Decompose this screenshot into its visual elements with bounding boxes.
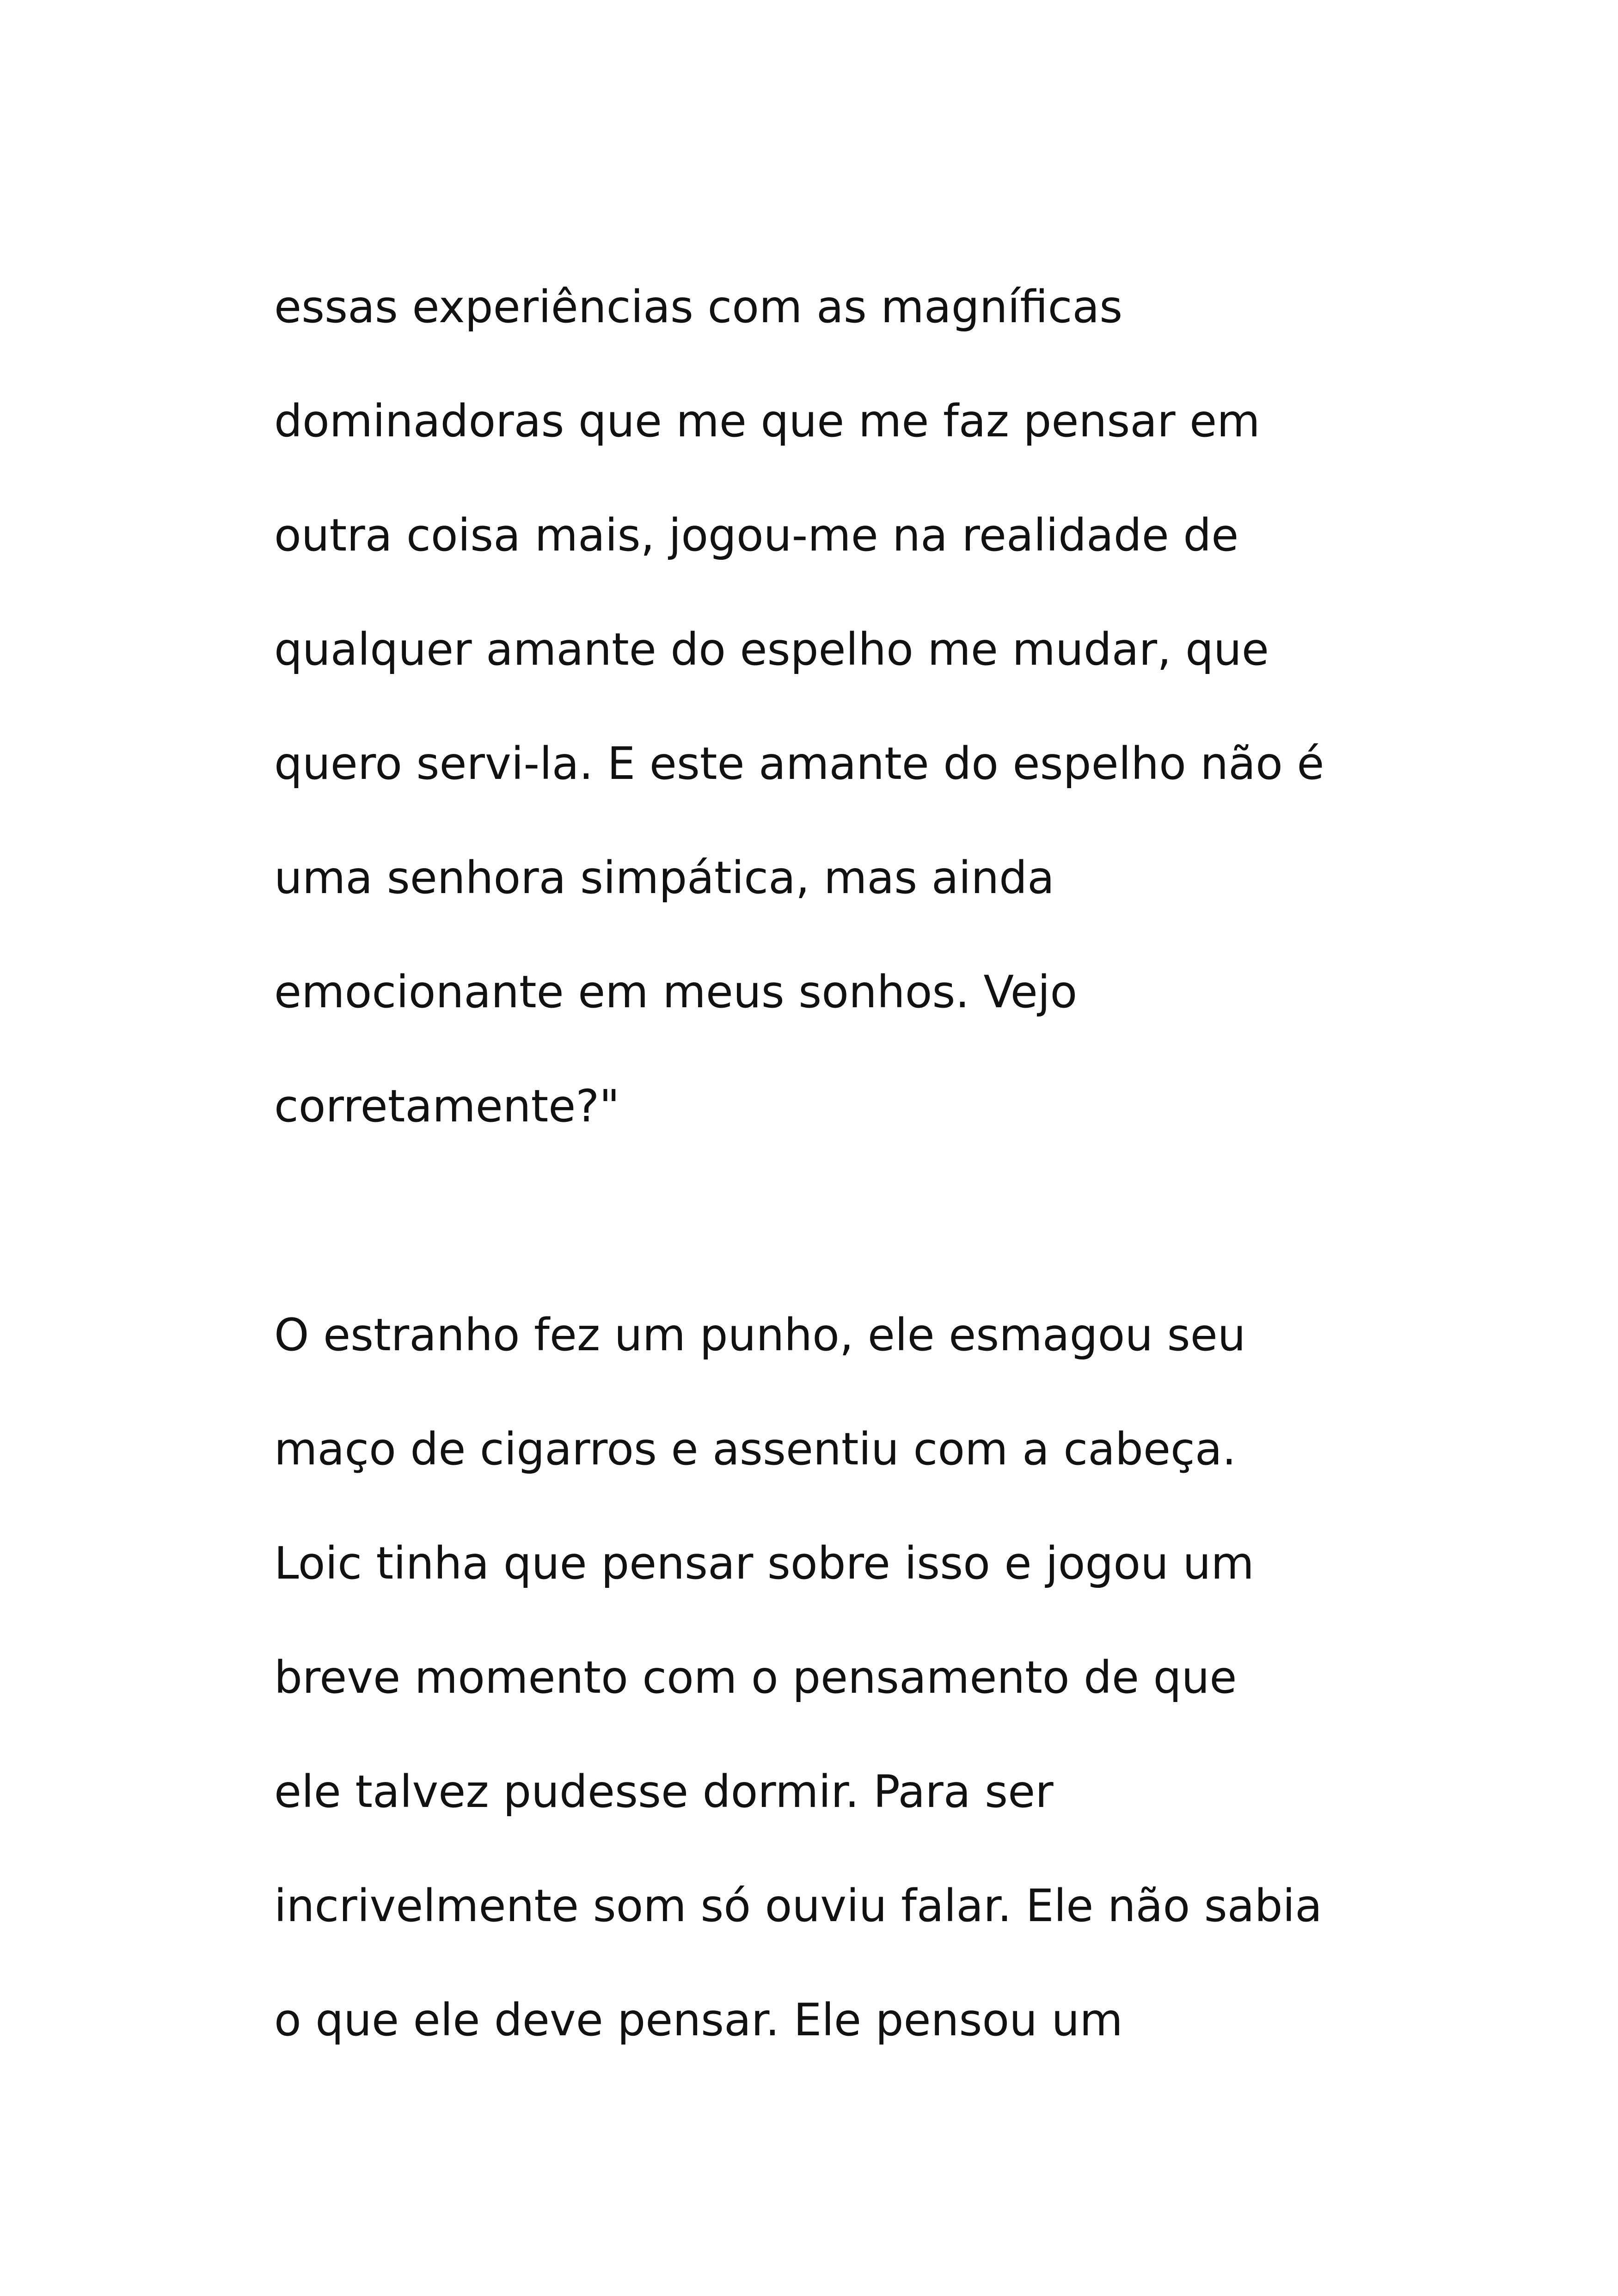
text-line: uma senhora simpática, mas ainda <box>274 852 1054 904</box>
text-line: essas experiências com as magníficas <box>274 281 1123 333</box>
text-line: emocionante em meus sonhos. Vejo <box>274 966 1078 1018</box>
paragraph <box>274 1278 1430 2077</box>
text-line: breve momento com o pensamento de que <box>274 1652 1237 1703</box>
text-line: dominadoras que me que me faz pensar em <box>274 395 1260 447</box>
text-line: maço de cigarros e assentiu com a cabeça. <box>274 1423 1237 1475</box>
text-line: O estranho fez um punho, ele esmagou seu <box>274 1309 1246 1361</box>
paragraph <box>274 250 1430 1163</box>
text-line: o que ele deve pensar. Ele pensou um <box>274 1994 1123 2046</box>
text-line: qualquer amante do espelho me mudar, que <box>274 624 1269 675</box>
text-line: corretamente?" <box>274 1080 620 1132</box>
text-line: incrivelmente som só ouviu falar. Ele não sabia <box>274 1880 1323 1932</box>
text-line: Loic tinha que pensar sobre isso e jogou um <box>274 1537 1254 1589</box>
text-line: ele talvez pudesse dormir. Para ser <box>274 1766 1054 1818</box>
text-line: outra coisa mais, jogou-me na realidade de <box>274 509 1239 561</box>
text-line: quero servi-la. E este amante do espelho não é <box>274 738 1324 790</box>
